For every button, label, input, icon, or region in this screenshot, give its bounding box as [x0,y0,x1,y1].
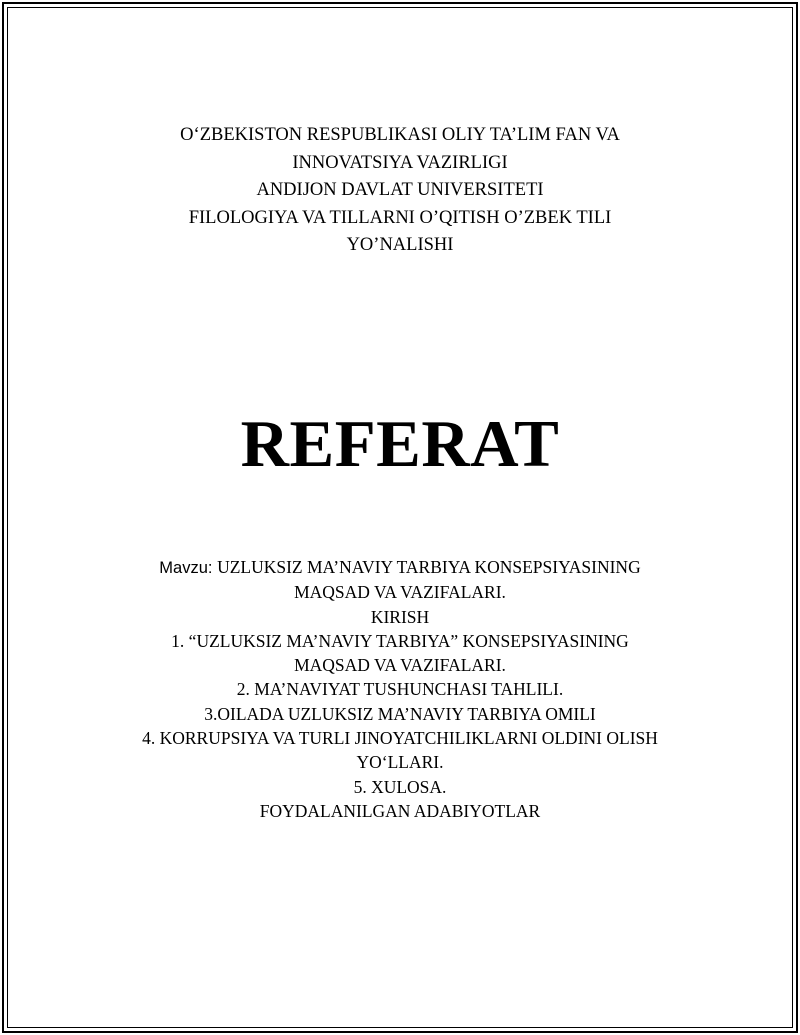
document-title: REFERAT [240,407,560,481]
contents-item: FOYDALANILGAN ADABIYOTLAR [259,800,541,821]
topic-line-continued: MAQSAD VA VAZIFALARI. [294,582,506,603]
header-line: YO’NALISHI [346,235,454,255]
topic-line [0,555,800,580]
contents-item: MAQSAD VA VAZIFALARI. [294,655,506,676]
contents-item: 4. KORRUPSIYA VA TURLI JINOYATCHILIKLARNI OLDINI OLISH [142,728,658,749]
contents-item: 3.OILADA UZLUKSIZ MA’NAVIY TARBIYA OMILI [204,703,596,724]
contents-item: 5. XULOSA. [353,776,447,797]
topic-prefix: Mavzu: [159,559,218,577]
contents-item: 2. MA’NAVIYAT TUSHUNCHASI TAHLILI. [236,679,564,700]
header-line: O‘ZBEKISTON RESPUBLIKASI OLIY TA’LIM FAN VA [180,125,620,145]
header-line: ANDIJON DAVLAT UNIVERSITETI [256,180,544,200]
header-line: INNOVATSIYA VAZIRLIGI [292,152,508,173]
contents-item: KIRISH [370,606,430,627]
topic-text: UZLUKSIZ MA’NAVIY TARBIYA KONSEPSIYASINING [217,557,641,577]
institution-header [0,122,800,260]
topic-and-contents [0,555,800,823]
contents-item: 1. “UZLUKSIZ MA’NAVIY TARBIYA” KONSEPSIYASINING [171,630,629,651]
header-line: FILOLOGIYA VA TILLARNI O’QITISH O’ZBEK TILI [188,207,612,228]
contents-item: YO‘LLARI. [356,752,444,773]
